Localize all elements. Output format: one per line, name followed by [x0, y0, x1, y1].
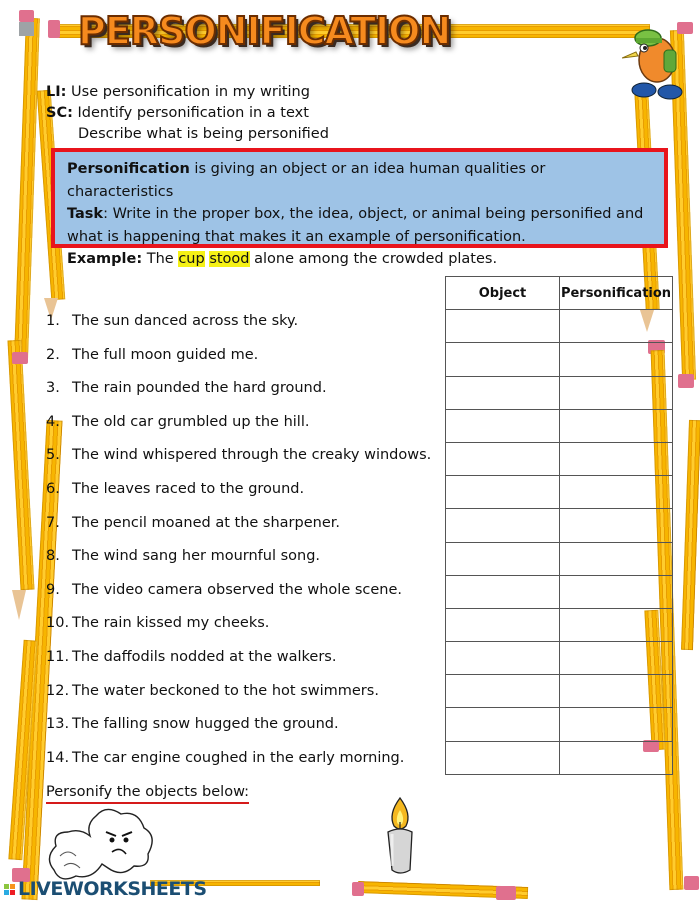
object-answer-cell[interactable] [446, 376, 560, 409]
pencil-left-3 [7, 340, 34, 590]
list-item [46, 414, 446, 448]
item-text: The car engine coughed in the early morning. [72, 749, 405, 766]
item-number: 8. [46, 548, 60, 565]
list-item [46, 313, 446, 347]
learning-objectives [46, 82, 329, 145]
personification-answer-cell[interactable] [560, 608, 673, 641]
pencil-eraser [19, 10, 34, 22]
liveworksheets-logo [4, 878, 207, 900]
table-row [446, 310, 673, 343]
object-answer-cell[interactable] [446, 575, 560, 608]
table-row [446, 509, 673, 542]
object-answer-cell[interactable] [446, 708, 560, 741]
definition-line [67, 158, 652, 203]
item-number: 7. [46, 514, 60, 531]
personification-answer-cell[interactable] [560, 642, 673, 675]
list-item [46, 380, 446, 414]
table-row [446, 476, 673, 509]
pencil-tip [12, 590, 26, 620]
personification-answer-cell[interactable] [560, 409, 673, 442]
table-row [446, 542, 673, 575]
object-answer-cell[interactable] [446, 476, 560, 509]
list-item [46, 347, 446, 381]
item-text: The video camera observed the whole scene. [72, 581, 403, 598]
item-number: 3. [46, 380, 60, 397]
example-text-pre: The [142, 251, 179, 267]
answer-table [445, 276, 673, 775]
list-item [46, 649, 446, 683]
pencil-eraser [684, 876, 699, 890]
example-highlight-object: cup [178, 251, 205, 267]
table-row [446, 575, 673, 608]
item-number: 13. [46, 716, 70, 733]
object-answer-cell[interactable] [446, 642, 560, 675]
list-item [46, 750, 446, 784]
pencil-eraser [352, 882, 364, 896]
sc-text-2: Describe what is being personified [78, 126, 329, 142]
personification-answer-cell[interactable] [560, 542, 673, 575]
logo-squares-icon [4, 884, 18, 896]
page-title: PERSONIFICATION [78, 9, 451, 53]
logo-text: LIVEWORKSHEETS [18, 878, 207, 900]
definition-box [51, 148, 668, 267]
item-number: 14. [46, 749, 70, 766]
item-text: The leaves raced to the ground. [72, 481, 305, 497]
example-highlight-action: stood [209, 251, 250, 267]
kiwi-mascot-icon [622, 10, 692, 102]
object-answer-cell[interactable] [446, 542, 560, 575]
list-item [46, 582, 446, 616]
personify-section-title: Personify the objects below: [46, 783, 249, 804]
item-number: 5. [46, 447, 60, 464]
item-text: The wind sang her mournful song. [72, 548, 321, 565]
item-number: 6. [46, 481, 60, 497]
definition-text: is giving an object or an idea human qualities or characteristics [67, 161, 546, 200]
pencil-eraser [48, 20, 60, 38]
example-line [67, 248, 652, 271]
task-label: Task [67, 206, 104, 222]
item-text: The falling snow hugged the ground. [72, 716, 339, 733]
item-text: The sun danced across the sky. [72, 313, 299, 329]
list-item [46, 515, 446, 549]
item-text: The pencil moaned at the sharpener. [72, 514, 340, 531]
list-item [46, 683, 446, 717]
table-row [446, 409, 673, 442]
list-item [46, 716, 446, 750]
table-row [446, 708, 673, 741]
personification-answer-cell[interactable] [560, 376, 673, 409]
item-text: The daffodils nodded at the walkers. [72, 649, 337, 665]
item-text: The rain kissed my cheeks. [72, 615, 270, 632]
example-label: Example: [67, 251, 143, 267]
personification-answer-cell[interactable] [560, 708, 673, 741]
pencil-right-4 [681, 420, 700, 650]
definition-term: Personification [67, 161, 190, 177]
object-answer-cell[interactable] [446, 608, 560, 641]
object-answer-cell[interactable] [446, 310, 560, 343]
li-text: Use personification in my writing [71, 84, 310, 100]
table-row [446, 343, 673, 376]
example-text-post: alone among the crowded plates. [249, 251, 498, 267]
item-number: 1. [46, 313, 60, 329]
item-text: The old car grumbled up the hill. [72, 413, 310, 430]
personification-answer-cell[interactable] [560, 343, 673, 376]
item-number: 10. [46, 615, 70, 632]
item-number: 2. [46, 346, 60, 363]
object-answer-cell[interactable] [446, 675, 560, 708]
column-header-object: Object [446, 277, 560, 310]
list-item [46, 615, 446, 649]
table-row [446, 608, 673, 641]
table-row [446, 675, 673, 708]
object-answer-cell[interactable] [446, 442, 560, 475]
pencil-ferrule [19, 22, 34, 36]
pencil-eraser [12, 352, 28, 364]
personification-answer-cell[interactable] [560, 442, 673, 475]
personification-answer-cell[interactable] [560, 575, 673, 608]
pencil-left-1 [14, 18, 40, 358]
sc-text-1: Identify personification in a text [77, 105, 309, 121]
candle-icon [380, 796, 420, 878]
sc-label: SC: [46, 105, 73, 121]
personification-answer-cell[interactable] [560, 675, 673, 708]
learning-intention [46, 82, 329, 103]
item-number: 4. [46, 413, 60, 430]
success-criteria-2 [46, 124, 329, 145]
pencil-eraser [496, 886, 516, 900]
success-criteria-1 [46, 103, 329, 124]
personification-answer-cell[interactable] [560, 741, 673, 774]
object-answer-cell[interactable] [446, 409, 560, 442]
table-row [446, 642, 673, 675]
item-number: 11. [46, 649, 70, 665]
object-answer-cell[interactable] [446, 741, 560, 774]
item-number: 9. [46, 581, 60, 598]
item-text: The wind whispered through the creaky windows. [72, 447, 432, 464]
column-header-personification: Personification [560, 277, 673, 310]
list-item [46, 447, 446, 481]
object-answer-cell[interactable] [446, 509, 560, 542]
task-line [67, 203, 652, 248]
task-text: : Write in the proper box, the idea, object, or animal being personified and what is happening that makes it an example of personification. [67, 206, 644, 245]
item-text: The full moon guided me. [72, 346, 259, 363]
personification-answer-cell[interactable] [560, 476, 673, 509]
pencil-eraser [678, 374, 694, 388]
personification-answer-cell[interactable] [560, 509, 673, 542]
object-answer-cell[interactable] [446, 343, 560, 376]
li-label: LI: [46, 84, 67, 100]
table-row [446, 741, 673, 774]
item-number: 12. [46, 682, 70, 699]
table-header-row [446, 277, 673, 310]
table-row [446, 442, 673, 475]
table-row [446, 376, 673, 409]
list-item [46, 481, 446, 515]
list-item [46, 548, 446, 582]
item-text: The water beckoned to the hot swimmers. [72, 682, 379, 699]
personification-answer-cell[interactable] [560, 310, 673, 343]
item-text: The rain pounded the hard ground. [72, 380, 327, 397]
